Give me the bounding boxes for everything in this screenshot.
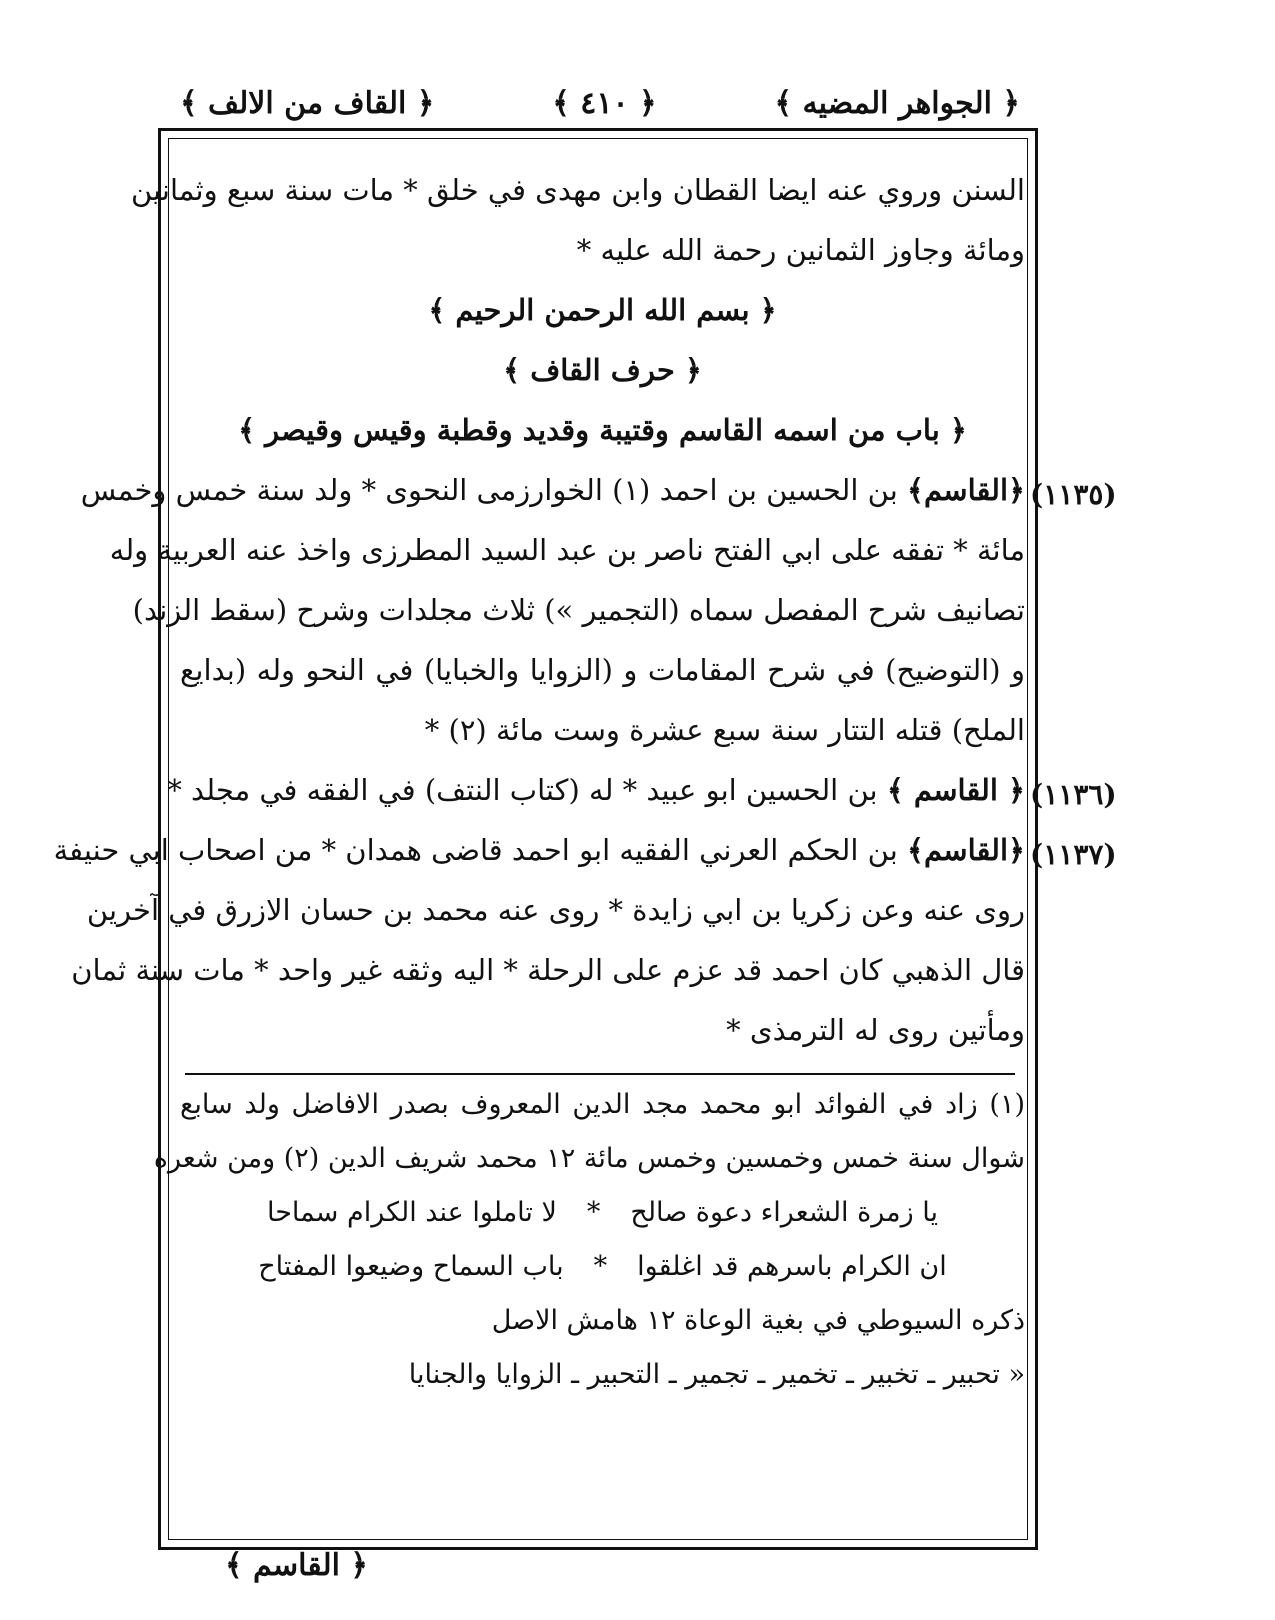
verse-hemistich: يا زمرة الشعراء دعوة صالح [630, 1197, 938, 1228]
entry-number: (١١٣٥) [1030, 478, 1117, 511]
entry-number: (١١٣٦) [1030, 778, 1117, 811]
text-line: الملح) قتله التتار سنة سبع عشرة وست مائة (٢) * [424, 713, 1025, 747]
text-line: مائة * تفقه على ابي الفتح ناصر بن عبد السيد المطرزى واخذ عنه العربية وله [109, 533, 1025, 567]
page-header [180, 78, 1020, 128]
text-line: تصانيف شرح المفصل سماه (التجمير ») ثلاث مجلدات وشرح (سقط الزند) [132, 593, 1025, 627]
entry-headword: ﴿ القاسم ﴾ [886, 773, 1025, 807]
basmala: ﴿ بسم الله الرحمن الرحيم ﴾ [428, 293, 777, 327]
entry-number: (١١٣٧) [1030, 838, 1117, 871]
entry-headword: ﴿القاسم﴾ [907, 473, 1025, 507]
verse-hemistich: ان الكرام باسرهم قد اغلقوا [637, 1251, 947, 1282]
text-line: ومأتين روى له الترمذى * [726, 1013, 1025, 1047]
text-line: روى عنه وعن زكريا بن ابي زايدة * روى عنه محمد بن حسان الازرق في آخرين [86, 893, 1025, 927]
entry-1137-line: ﴿القاسم﴾ بن الحكم العرني الفقيه ابو احمد قاضى همدان * من اصحاب ابي حنيفة [53, 833, 1025, 867]
footnote-line: شوال سنة خمس وخمسين وخمس مائة ١٢ محمد شريف الدين (٢) ومن شعره [153, 1143, 1025, 1174]
text-line: قال الذهبي كان احمد قد عزم على الرحلة * اليه وثقه غير واحد * مات سنة ثمان [71, 953, 1025, 987]
footnote-line: « تحبير ـ تخبير ـ تخمير ـ تجمير ـ التحبير ـ الزوايا والجنايا [408, 1359, 1025, 1390]
verse-hemistich: لا تاملوا عند الكرام سماحا [267, 1197, 557, 1228]
verse-separator: * [586, 1197, 601, 1228]
book-title: ﴿ الجواهر المضيه ﴾ [774, 85, 1020, 121]
verse-separator: * [593, 1251, 608, 1282]
page-number: ﴿ ٤١٠ ﴾ [552, 85, 657, 121]
entry-1136-line: ﴿ القاسم ﴾ بن الحسين ابو عبيد * له (كتاب النتف) في الفقه في مجلد * [167, 773, 1025, 807]
section-running-head: ﴿ القاف من الالف ﴾ [180, 85, 435, 121]
entry-headword: ﴿القاسم﴾ [907, 833, 1025, 867]
main-text [53, 160, 1025, 1060]
verse-line [180, 1186, 1025, 1240]
verse-line [180, 1240, 1025, 1294]
chapter-heading: ﴿ حرف القاف ﴾ [503, 353, 702, 387]
footnote-line: ذكره السيوطي في بغية الوعاة ١٢ هامش الاصل [491, 1305, 1025, 1336]
verse-hemistich: باب السماح وضيعوا المفتاح [258, 1251, 564, 1282]
footnotes [153, 1078, 1025, 1402]
footnote-line: (١) زاد في الفوائد ابو محمد مجد الدين المعروف بصدر الافاضل ولد سابع [180, 1089, 1025, 1120]
catchword: ﴿ القاسم ﴾ [225, 1548, 368, 1583]
text-line: و (التوضيح) في شرح المقامات و (الزوايا والخبايا) في النحو وله (بدايع [180, 653, 1025, 687]
entry-1135-line: ﴿القاسم﴾ بن الحسين بن احمد (١) الخوارزمى النحوى * ولد سنة خمس وخمس [80, 473, 1025, 507]
text-line: ومائة وجاوز الثمانين رحمة الله عليه * [576, 233, 1025, 267]
footnote-divider [185, 1073, 1015, 1075]
section-heading: ﴿ باب من اسمه القاسم وقتيبة وقديد وقطبة وقيس وقيصر ﴾ [238, 413, 967, 447]
text-line: السنن وروي عنه ايضا القطان وابن مهدى في خلق * مات سنة سبع وثمانين [131, 173, 1025, 207]
